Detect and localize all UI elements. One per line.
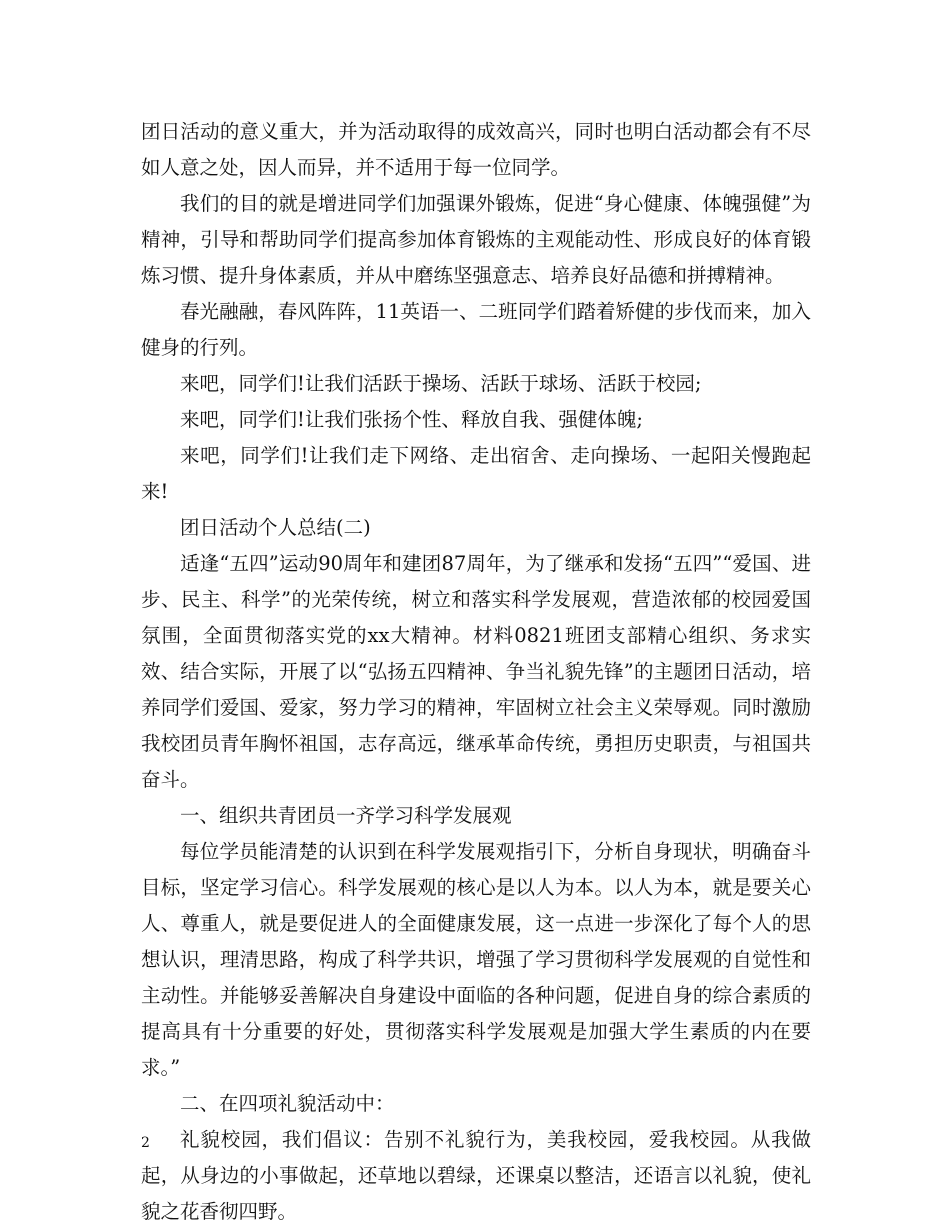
paragraph-6: 来吧，同学们!让我们走下网络、走出宿舍、走向操场、一起阳关慢跑起来! (141, 444, 811, 503)
paragraph-4: 来吧，同学们!让我们活跃于操场、活跃于球场、活跃于校园; (180, 372, 702, 395)
paragraph-2: 我们的目的就是增进同学们加强课外锻炼，促进“身心健康、体魄强健”为精神，引导和帮助同学们提高参加体育锻炼的主观能动性、形成良好的体育锻炼习惯、提升身体素质，并从中磨练坚强意志、培养良好品德和拼搏精神。 (141, 192, 811, 287)
section-heading-2: 团日活动个人总结(二) (180, 516, 371, 539)
subheading-2: 二、在四项礼貌活动中： (180, 1092, 395, 1115)
paragraph-9: 礼貌校园，我们倡议：告别不礼貌行为，美我校园，爱我校园。从我做起，从身边的小事做起，还草地以碧绿，还课桌以整洁，还语言以礼貌，使礼貌之花香彻四野。 (141, 1128, 811, 1223)
paragraph-8: 每位学员能清楚的认识到在科学发展观指引下，分析自身现状，明确奋斗目标，坚定学习信心。科学发展观的核心是以人为本。以人为本，就是要关心人、尊重人，就是要促进人的全面健康发展，这一点进一步深化了每个人的思想认识，理清思路，构成了科学共识，增强了学习贯彻科学发展观的自觉性和主动性。并能够妥善解决自身建设中面临的各种问题，促进自身的综合素质的提高具有十分重要的好处，贯彻落实科学发展观是加强大学生素质的内在要求。” (141, 840, 811, 1079)
page-number: 2 (141, 1135, 150, 1151)
paragraph-7: 适逢“五四”运动90周年和建团87周年，为了继承和发扬“五四”“爱国、进步、民主、科学”的光荣传统，树立和落实科学发展观，营造浓郁的校园爱国氛围，全面贯彻落实党的xx大精神。材料0821班团支部精心组织、务求实效、结合实际，开展了以“弘扬五四精神、争当礼貌先锋”的主题团日活动，培养同学们爱国、爱家，努力学习的精神，牢固树立社会主义荣辱观。同时激励我校团员青年胸怀祖国，志存高远，继承革命传统，勇担历史职责，与祖国共奋斗。 (141, 552, 811, 791)
paragraph-3: 春光融融，春风阵阵，11英语一、二班同学们踏着矫健的步伐而来，加入健身的行列。 (141, 300, 811, 359)
paragraph-5: 来吧，同学们!让我们张扬个性、释放自我、强健体魄; (180, 408, 643, 431)
document-body (141, 114, 811, 1230)
paragraph-1: 团日活动的意义重大，并为活动取得的成效高兴，同时也明白活动都会有不尽如人意之处，因人而异，并不适用于每一位同学。 (141, 120, 811, 179)
subheading-1: 一、组织共青团员一齐学习科学发展观 (180, 804, 512, 827)
